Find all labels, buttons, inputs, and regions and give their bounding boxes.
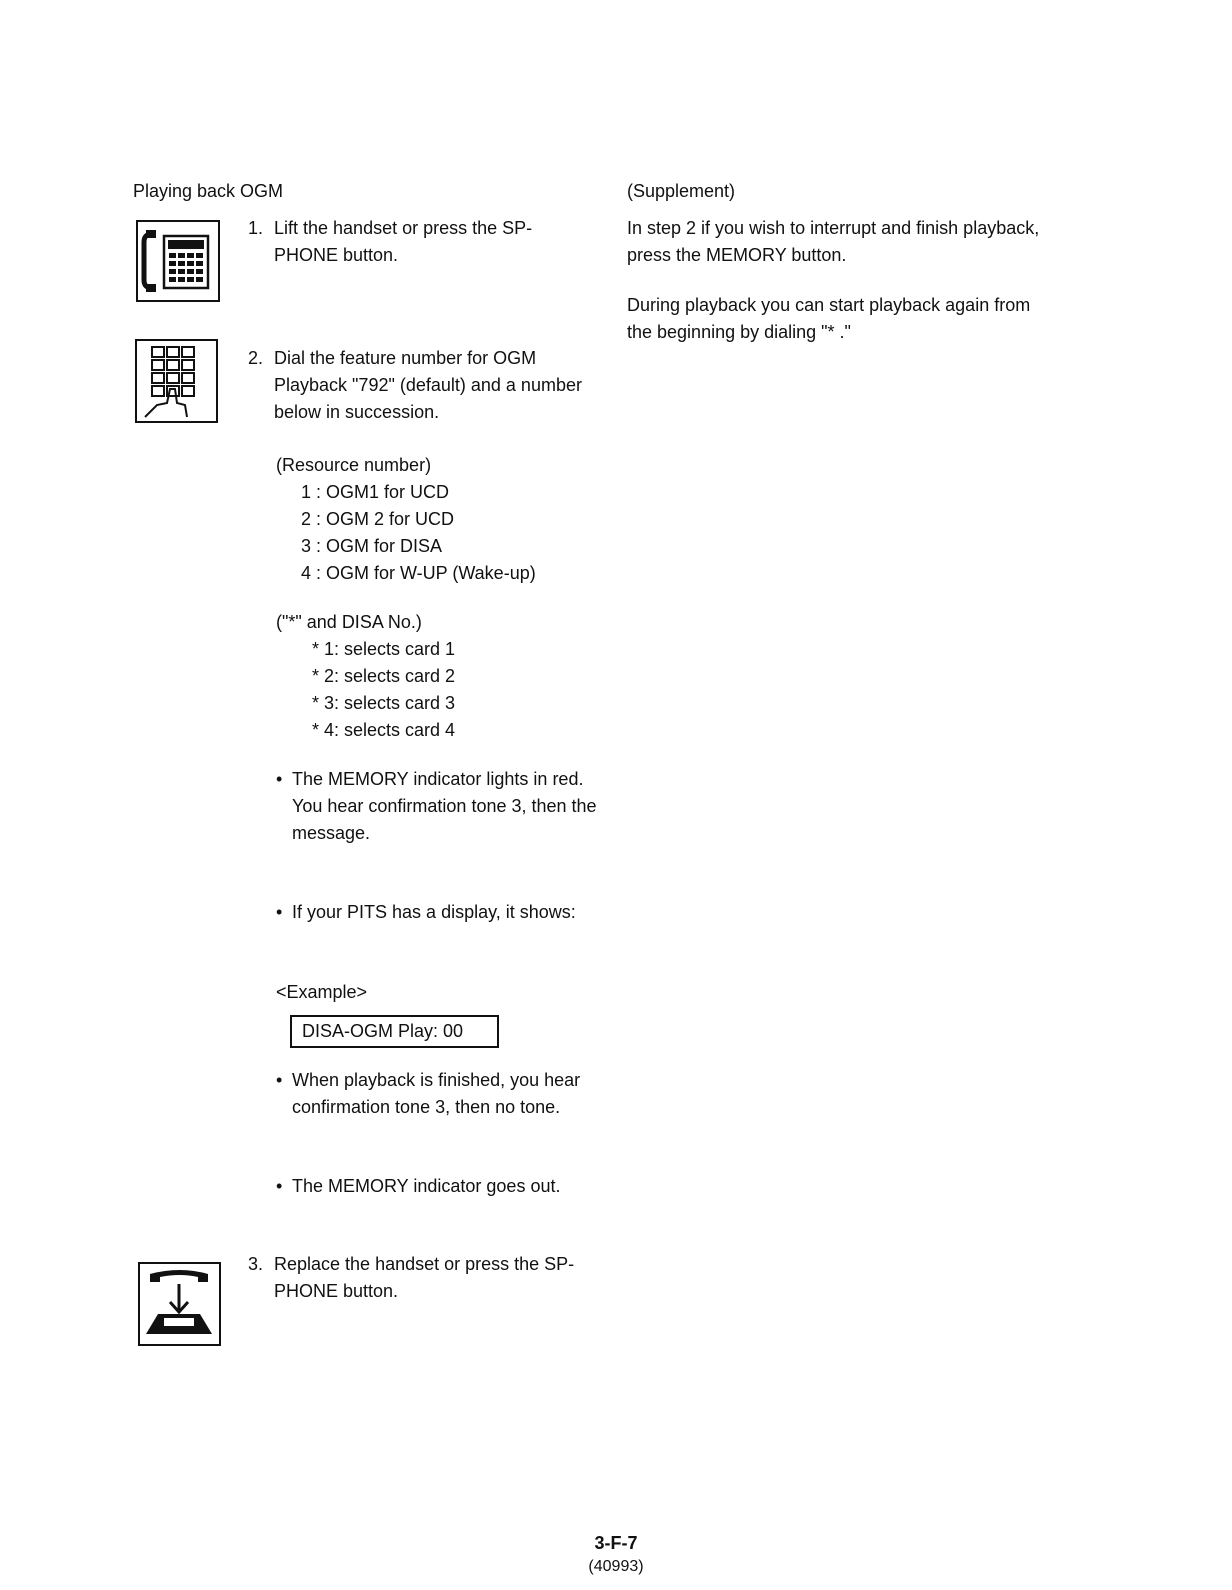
bullet-text: You hear confirmation tone 3, then the message.: [292, 796, 597, 843]
step-3: [248, 1251, 588, 1305]
step-text: Replace the handset or press the SP-PHONE button.: [274, 1254, 575, 1301]
list-item: 3 : OGM for DISA: [301, 536, 443, 556]
step-number: 3.: [248, 1254, 264, 1274]
bullet-text: The MEMORY indicator lights in red.: [292, 769, 584, 789]
bullet-dot: •: [276, 1176, 283, 1196]
disa-number-list: [276, 609, 596, 744]
list-item: * 4: selects card 4: [312, 720, 456, 740]
bullet-dot: •: [276, 1070, 283, 1090]
resource-heading: (Resource number): [276, 455, 432, 475]
list-item: * 1: selects card 1: [312, 639, 456, 659]
list-item: * 3: selects card 3: [312, 693, 456, 713]
step-text: Dial the feature number for OGM Playback "792" (default) and a number below in succession.: [274, 348, 582, 422]
step-text: Lift the handset or press the SP-PHONE button.: [274, 218, 533, 265]
supplement-para-2: During playback you can start playback again from the beginning by dialing "* .": [627, 295, 1031, 342]
hang-up-icon: [138, 1262, 221, 1346]
page-number: 3-F-7: [594, 1533, 638, 1553]
bullet-text: The MEMORY indicator goes out.: [292, 1176, 561, 1196]
supplement-para-1: In step 2 if you wish to interrupt and finish playback, press the MEMORY button.: [627, 218, 1040, 265]
bullet-text: When playback is finished, you hear confirmation tone 3, then no tone.: [292, 1070, 581, 1117]
resource-number-list: [276, 452, 596, 587]
step-number: 1.: [248, 218, 264, 238]
bullet-dot: •: [276, 902, 283, 922]
list-item: 4 : OGM for W-UP (Wake-up): [301, 563, 536, 583]
bullet-dot: •: [276, 769, 283, 789]
phone-handset-icon: [136, 220, 220, 302]
bullet-playback-finished: [276, 1067, 602, 1121]
list-item: * 2: selects card 2: [312, 666, 456, 686]
display-readout: DISA-OGM Play: 00: [290, 1015, 499, 1048]
example-label: <Example>: [276, 982, 368, 1002]
step-number: 2.: [248, 348, 264, 368]
step-2: [248, 345, 588, 426]
bullet-memory-out: [276, 1173, 602, 1200]
document-code: (40993): [588, 1558, 644, 1575]
dial-keypad-icon: [135, 339, 218, 423]
bullet-memory-lights: [276, 766, 602, 847]
section-title: Playing back OGM: [133, 181, 284, 201]
bullet-text: If your PITS has a display, it shows:: [292, 902, 576, 922]
supplement-heading: (Supplement): [627, 181, 736, 201]
disa-heading: ("*" and DISA No.): [276, 612, 422, 632]
step-1: [248, 215, 588, 269]
list-item: 2 : OGM 2 for UCD: [301, 509, 455, 529]
list-item: 1 : OGM1 for UCD: [301, 482, 450, 502]
bullet-display-shows: [276, 899, 602, 926]
